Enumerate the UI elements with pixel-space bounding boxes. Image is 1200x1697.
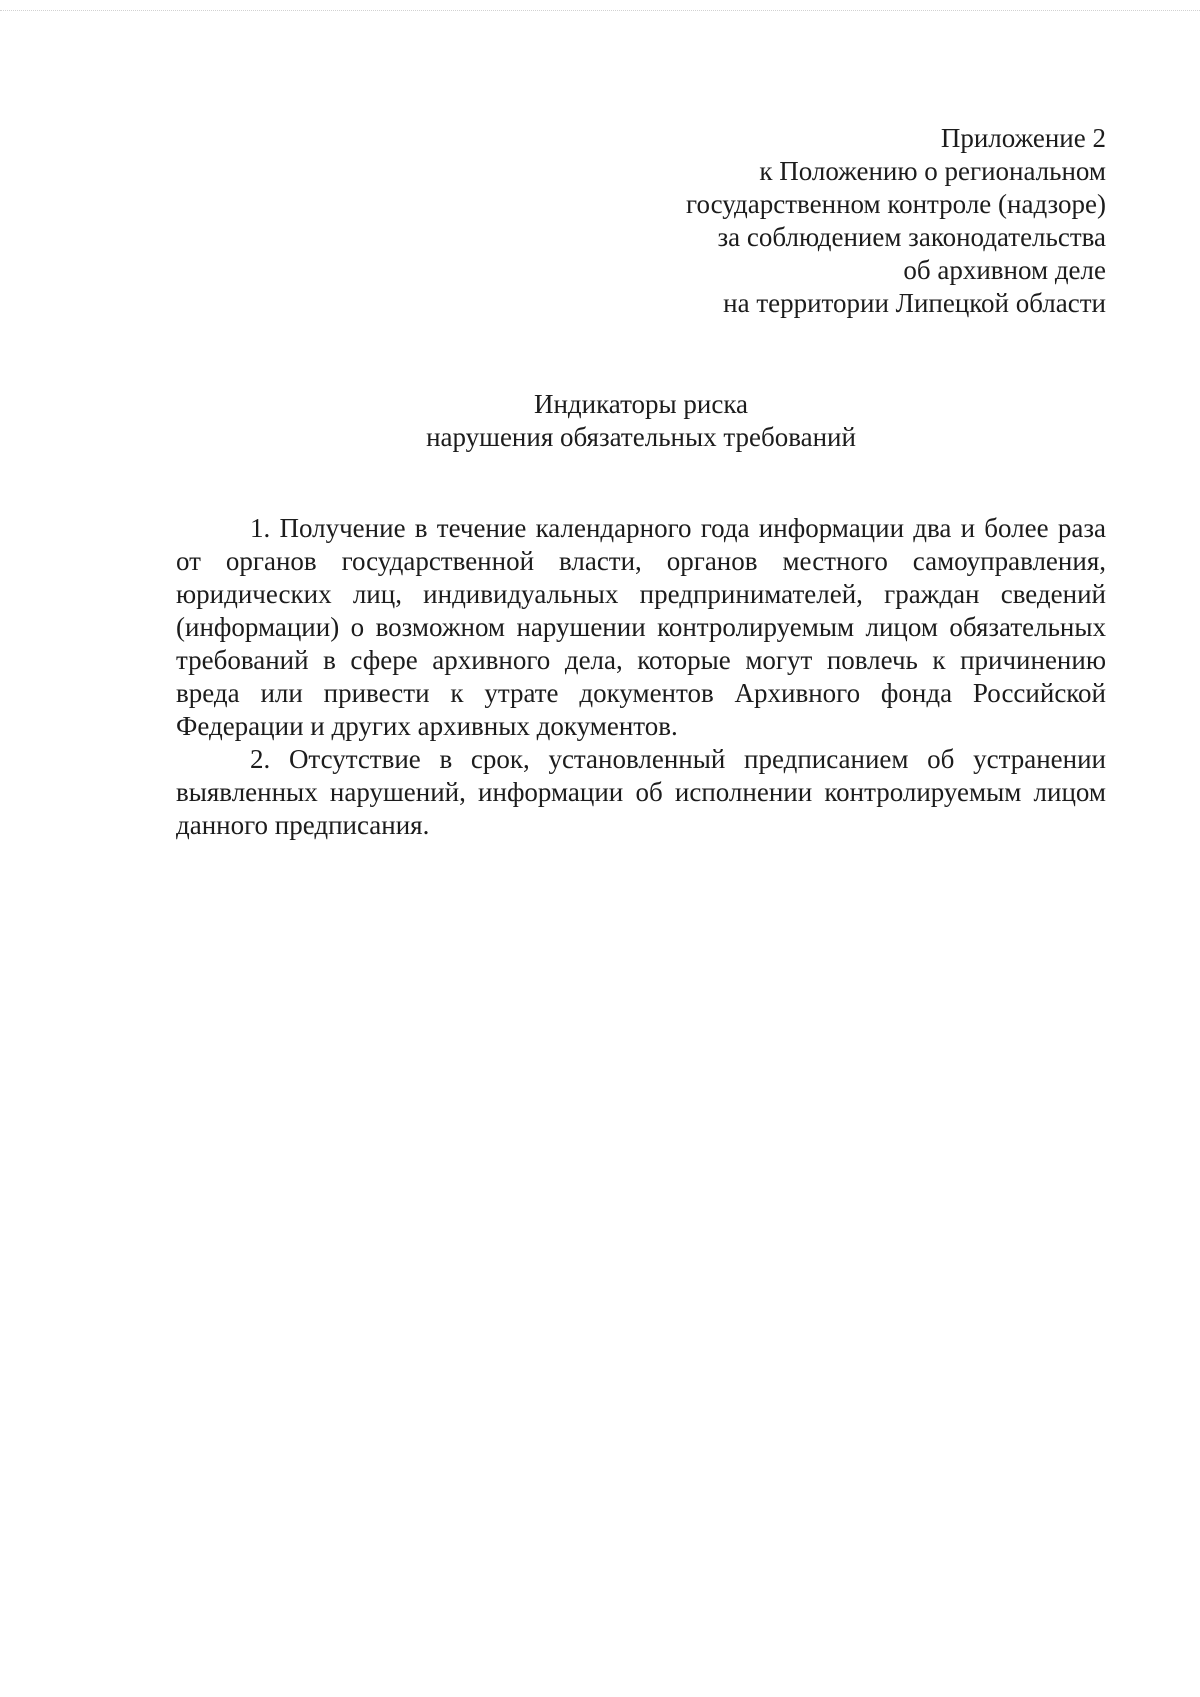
document-title-line: нарушения обязательных требований bbox=[426, 422, 856, 452]
appendix-header bbox=[506, 122, 1106, 320]
body-paragraph: 2. Отсутствие в срок, установленный предписанием об устранении выявленных нарушений, информации об исполнении контролируемым лицом данного предписания. bbox=[176, 744, 1106, 840]
appendix-header-line: Приложение 2 bbox=[940, 123, 1106, 153]
body-paragraph: 1. Получение в течение календарного года информации два и более раза от органов государственной власти, органов местного самоуправления, юридических лиц, индивидуальных предпринимателей, граждан сведений (информации) о возможном нарушении контролируемым лицом обязательных требований в сфере архивного дела, которые могут повлечь к причинению вреда или привести к утрате документов Архивного фонда Российской Федерации и других архивных документов. bbox=[176, 513, 1106, 741]
document-title bbox=[176, 388, 1106, 454]
appendix-header-line: за соблюдением законодательства bbox=[717, 222, 1106, 252]
scan-top-edge bbox=[0, 10, 1200, 11]
appendix-header-line: на территории Липецкой области bbox=[723, 288, 1106, 318]
document-title-line: Индикаторы риска bbox=[533, 389, 749, 419]
appendix-header-line: об архивном деле bbox=[903, 255, 1106, 285]
appendix-header-line: к Положению о региональном bbox=[759, 156, 1106, 186]
document-body bbox=[176, 512, 1106, 842]
appendix-header-line: государственном контроле (надзоре) bbox=[686, 189, 1106, 219]
